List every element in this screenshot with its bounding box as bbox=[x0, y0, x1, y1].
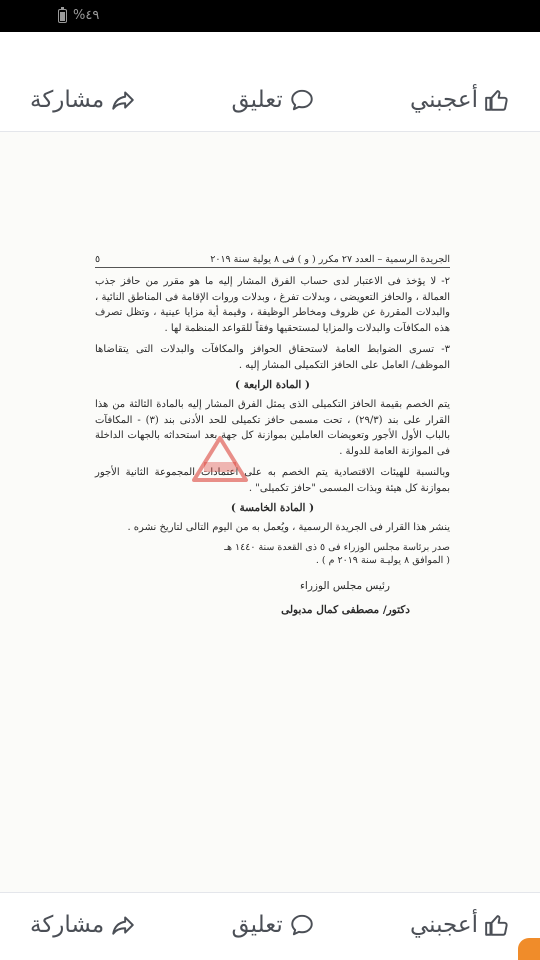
signature-name: دكتور/ مصطفى كمال مدبولى bbox=[281, 603, 410, 616]
comment-label: تعليق bbox=[231, 911, 283, 938]
article-four-heading: ( المادة الرابعة ) bbox=[235, 379, 310, 391]
like-button[interactable] bbox=[410, 912, 510, 938]
share-button[interactable] bbox=[30, 87, 136, 113]
post-image[interactable] bbox=[0, 132, 540, 892]
like-label: أعجبني bbox=[409, 86, 478, 113]
like-label: أعجبني bbox=[409, 911, 478, 938]
comment-icon bbox=[289, 912, 315, 938]
paragraph-economic-bodies: وبالنسبة للهيئات الاقتصادية يتم الخصم به على اعتمادات المجموعة الثانية الأجور بموازنة كل هيئة وبذات المسمى "حافز تكميلى" . bbox=[95, 467, 450, 494]
paragraph-article-five: ينشر هذا القرار فى الجريدة الرسمية ، ويُعمل به من اليوم التالى لتاريخ نشره . bbox=[127, 522, 450, 533]
thumbs-up-icon bbox=[484, 87, 510, 113]
paragraph-article-four: يتم الخصم بقيمة الحافز التكميلى الذى يمثل الفرق المشار إليه بالمادة الثالثة من هذا القرار على بند (٢٩/٣) ، تحت مسمى حافز تكميلى للحد الأدنى بند (٣) - المكافآت بالباب الأول الأجور وتعويضات العاملين بموازنة كل جهة بعد استحداثه بالجهات الداخلة فى الموازنة العامة للدولة . bbox=[95, 399, 451, 457]
like-button[interactable] bbox=[410, 87, 510, 113]
signature-title: رئيس مجلس الوزراء bbox=[299, 579, 390, 592]
battery-icon bbox=[58, 9, 67, 23]
thumbs-up-icon bbox=[484, 912, 510, 938]
comment-icon bbox=[289, 87, 315, 113]
share-label: مشاركة bbox=[30, 911, 105, 938]
watermark-logo-icon bbox=[190, 434, 250, 484]
share-icon bbox=[110, 912, 136, 938]
comment-label: تعليق bbox=[231, 86, 283, 113]
share-button[interactable] bbox=[30, 912, 136, 938]
decree-gregorian-date: ( الموافق ٨ يوليـة سنة ٢٠١٩ م ) . bbox=[315, 554, 450, 566]
battery-indicator bbox=[58, 8, 99, 23]
floating-badge-icon[interactable] bbox=[518, 938, 540, 960]
post-action-bar-bottom bbox=[0, 892, 540, 956]
paragraph-item-3: ٣- تسرى الضوابط العامة لاستحقاق الحوافز والمكافآت والبدلات التى يتقاضاها الموظف/ العامل على الحافز التكميلى المشار إليه . bbox=[95, 344, 450, 371]
post-action-bar-top bbox=[0, 68, 540, 132]
share-icon bbox=[110, 87, 136, 113]
document-header bbox=[95, 254, 450, 268]
battery-percent: %٤٩ bbox=[73, 8, 100, 23]
decree-date-line: صدر برئاسة مجلس الوزراء فى ٥ ذى القعدة سنة ١٤٤٠ هـ bbox=[224, 541, 450, 553]
document-page-number: ٥ bbox=[95, 254, 101, 265]
paragraph-item-2: ٢- لا يؤخذ فى الاعتبار لدى حساب الفرق المشار إليه ما هو مقرر من حافز جذب العمالة ، والحافز التعويضى ، وبدلات تفرغ ، وبدلات وروات الإقامة فى المناطق النائية ، والبدلات المقررة عن ظروف ومخاطر الوظيفة ، وقيمة أية مزايا عينية ، وتظل تصرف هذه المكافآت والبدلات والمزايا لمستحقيها وفقاً للقواعد المنظمة لها . bbox=[95, 276, 450, 334]
share-label: مشاركة bbox=[30, 86, 105, 113]
article-five-heading: ( المادة الخامسة ) bbox=[230, 502, 315, 514]
status-bar bbox=[0, 0, 540, 32]
gazette-document bbox=[95, 254, 450, 616]
document-header-title: الجريدة الرسمية – العدد ٢٧ مكرر ( و ) فى ٨ يولية سنة ٢٠١٩ bbox=[210, 254, 450, 265]
comment-button[interactable] bbox=[232, 87, 315, 113]
comment-button[interactable] bbox=[232, 912, 315, 938]
